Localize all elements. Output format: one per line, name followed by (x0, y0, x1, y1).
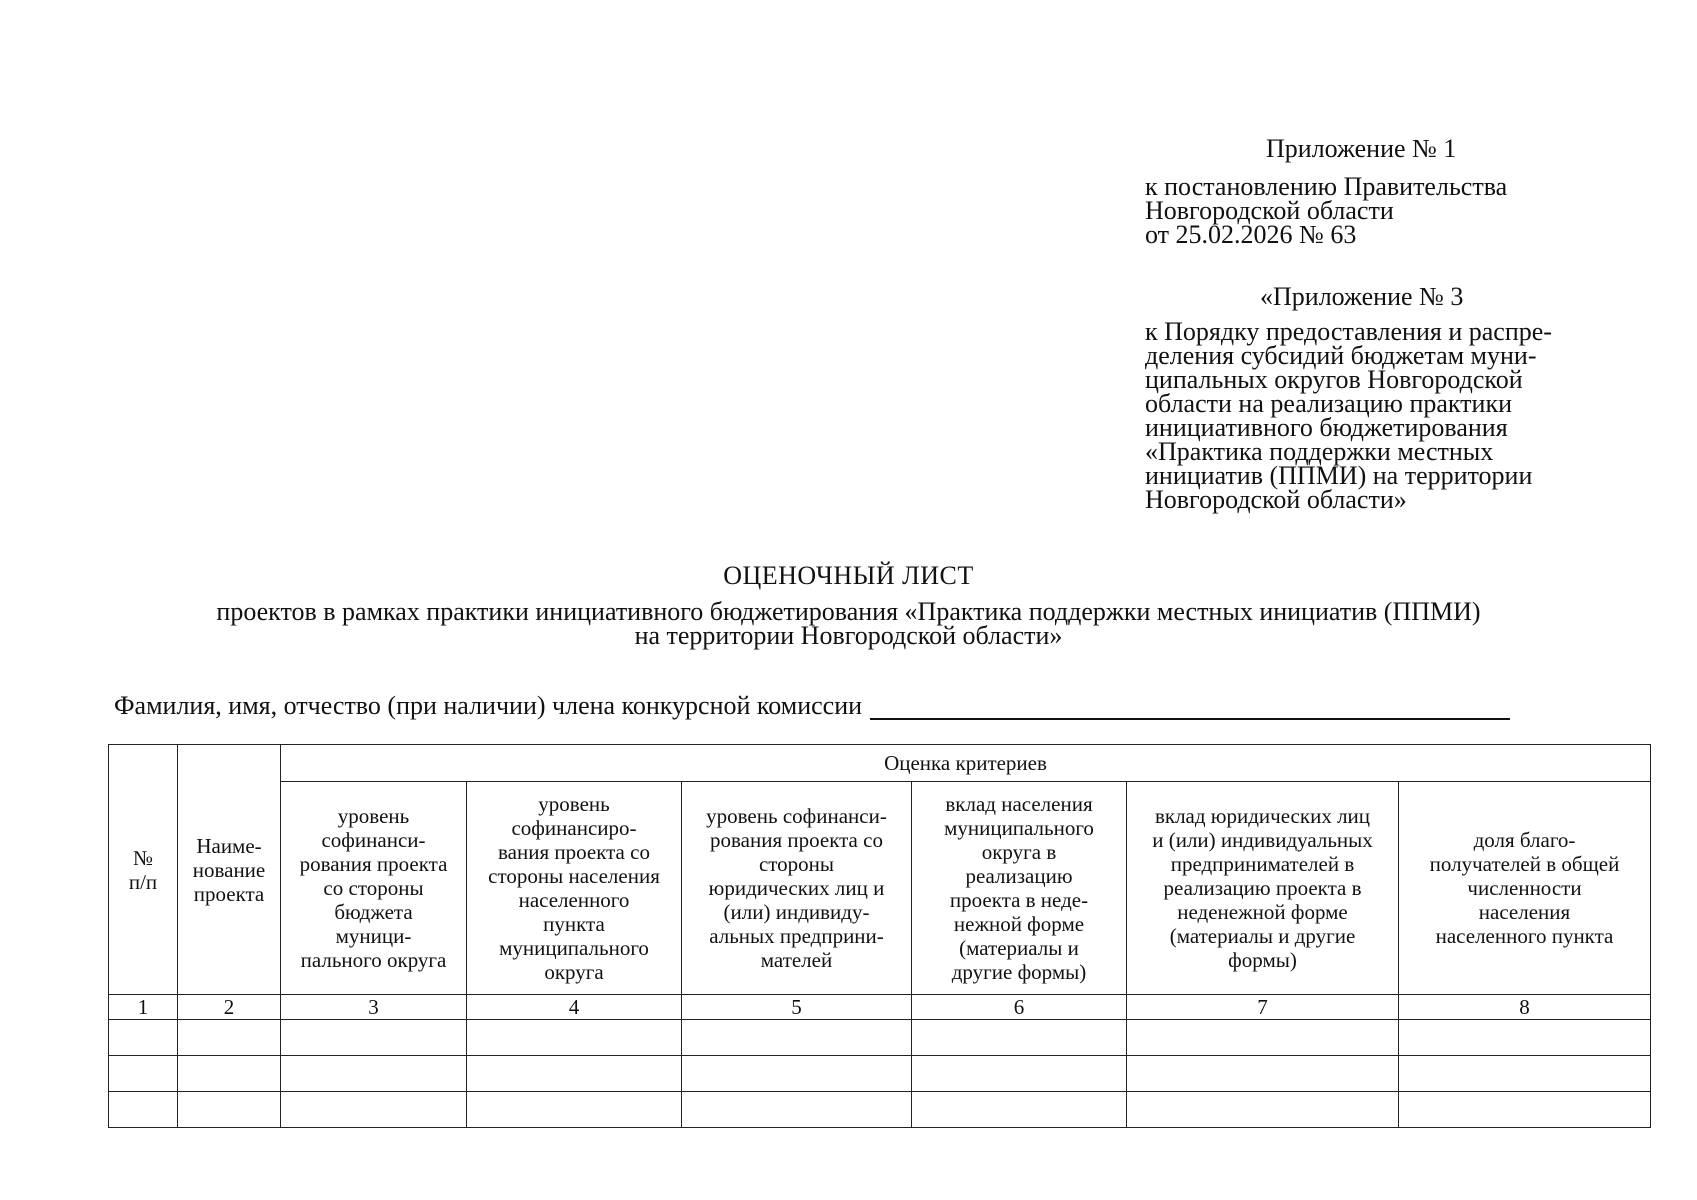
criterion-line: численности (1467, 876, 1582, 900)
criterion-line: населения (1478, 900, 1571, 924)
annex-3-title: «Приложение № 3 (1260, 282, 1464, 311)
document-subtitle-line: на территории Новгородской области» (634, 621, 1063, 650)
document-subtitle-line: проектов в рамках практики инициативного бюджетирования «Практика поддержки местных инициатив (ППМИ) (216, 597, 1481, 626)
table-cell[interactable] (1399, 1020, 1651, 1056)
criterion-line: вания проекта со (498, 840, 650, 864)
annex-3-line: Новгородской области» (1145, 485, 1407, 514)
table-cell[interactable] (467, 1092, 682, 1128)
table-cell[interactable] (912, 1020, 1127, 1056)
table-cell[interactable] (467, 1020, 682, 1056)
document-title: ОЦЕНОЧНЫЙ ЛИСТ (723, 561, 974, 590)
criterion-line: доля благо- (1473, 828, 1576, 852)
table-cell[interactable] (178, 1056, 281, 1092)
criterion-line: получателей в общей (1429, 852, 1620, 876)
column-number: 4 (467, 995, 682, 1020)
criterion-line: рования проекта (299, 852, 448, 876)
table-cell[interactable] (109, 1056, 178, 1092)
table-cell[interactable] (281, 1056, 467, 1092)
table-cell[interactable] (1127, 1092, 1399, 1128)
table-cell[interactable] (912, 1056, 1127, 1092)
header-number-line: п/п (128, 869, 158, 894)
criterion-line: другие формы) (951, 960, 1087, 984)
criterion-line: уровень софинанси- (706, 804, 887, 828)
criterion-line: нежной форме (953, 912, 1085, 936)
commission-member-field (114, 692, 1510, 720)
header-criterion-7 (1127, 782, 1399, 995)
annex-3-line: «Практика поддержки местных (1145, 437, 1494, 466)
annex-3-line: деления субсидий бюджетам муни- (1145, 341, 1537, 370)
criterion-line: софинанси- (321, 828, 426, 852)
criterion-line: вклад юридических лиц (1154, 804, 1371, 828)
criterion-line: предпринимателей в (1170, 852, 1355, 876)
evaluation-table (108, 744, 1651, 1128)
header-criteria-group: Оценка критериев (281, 745, 1651, 782)
header-criterion-8 (1399, 782, 1651, 995)
column-number: 3 (281, 995, 467, 1020)
criterion-line: юридических лиц и (708, 876, 885, 900)
criterion-line: софинансиро- (511, 816, 637, 840)
criterion-line: уровень (538, 792, 610, 816)
column-number: 7 (1127, 995, 1399, 1020)
criterion-line: реализацию проекта в (1163, 876, 1362, 900)
annex-1-line: к постановлению Правительства (1145, 172, 1508, 201)
table-cell[interactable] (682, 1020, 912, 1056)
header-project-name-line: проекта (193, 881, 265, 906)
annex-3-line: инициатив (ППМИ) на территории (1145, 461, 1533, 490)
table-cell[interactable] (1399, 1056, 1651, 1092)
criterion-line: (или) индивиду- (723, 900, 870, 924)
annex-1-text (1145, 172, 1665, 249)
column-number: 8 (1399, 995, 1651, 1020)
header-project-name-line: нование (192, 857, 266, 882)
criterion-line: пального округа (300, 948, 447, 972)
table-cell[interactable] (682, 1092, 912, 1128)
criterion-line: муници- (335, 924, 412, 948)
criterion-line: и (или) индивидуальных (1152, 828, 1373, 852)
table-cell[interactable] (281, 1020, 467, 1056)
table-row (109, 1056, 1651, 1092)
criterion-line: муниципального (499, 936, 649, 960)
table-cell[interactable] (109, 1020, 178, 1056)
annex-3-text (1145, 317, 1665, 514)
criterion-line: неденежной форме (1177, 900, 1348, 924)
column-number: 6 (912, 995, 1127, 1020)
criterion-line: со стороны (323, 876, 424, 900)
table-row (109, 1020, 1651, 1056)
criterion-line: населенного пункта (1435, 924, 1614, 948)
table-header-row (109, 745, 1651, 782)
header-criterion-6 (912, 782, 1127, 995)
document-subtitle (0, 597, 1697, 650)
table-row (109, 1092, 1651, 1128)
annex-3-line: области на реализацию практики (1145, 389, 1513, 418)
header-project-name-line: Наиме- (196, 833, 262, 858)
criterion-line: (материалы и другие (1169, 924, 1356, 948)
annex-3-line: ципальных округов Новгородской (1145, 365, 1523, 394)
criterion-line: формы) (1228, 948, 1297, 972)
criterion-line: населенного (518, 888, 630, 912)
table-cell[interactable] (178, 1020, 281, 1056)
annex-3-line: к Порядку предоставления и распре- (1145, 317, 1552, 346)
table-cell[interactable] (682, 1056, 912, 1092)
table-cell[interactable] (912, 1092, 1127, 1128)
criterion-line: пункта (543, 912, 605, 936)
table-cell[interactable] (1127, 1020, 1399, 1056)
header-number (109, 745, 178, 995)
header-criterion-4 (467, 782, 682, 995)
table-cell[interactable] (109, 1092, 178, 1128)
annex-3-line: инициативного бюджетирования (1145, 413, 1508, 442)
criterion-line: округа (544, 960, 604, 984)
criterion-line: (материалы и (959, 936, 1079, 960)
commission-member-blank[interactable] (870, 692, 1510, 720)
criterion-line: округа в (981, 840, 1057, 864)
criterion-line: реализацию (965, 864, 1073, 888)
criterion-line: альных предприни- (709, 924, 884, 948)
commission-member-label: Фамилия, имя, отчество (при наличии) члена конкурсной комиссии (114, 691, 863, 720)
header-number-line: № (132, 845, 154, 870)
table-cell[interactable] (178, 1092, 281, 1128)
criterion-line: муниципального (944, 816, 1094, 840)
header-project-name (178, 745, 281, 995)
criterion-line: проекта в неде- (949, 888, 1089, 912)
column-number: 2 (178, 995, 281, 1020)
criterion-line: мателей (760, 948, 833, 972)
criterion-line: бюджета (334, 900, 413, 924)
criterion-line: вклад населения (945, 792, 1093, 816)
table-cell[interactable] (1399, 1092, 1651, 1128)
annex-1-line: Новгородской области (1145, 196, 1394, 225)
table-cell[interactable] (1127, 1056, 1399, 1092)
column-number: 5 (682, 995, 912, 1020)
annex-1-line: от 25.02.2026 № 63 (1145, 220, 1357, 249)
table-cell[interactable] (281, 1092, 467, 1128)
annex-1-title: Приложение № 1 (1266, 134, 1457, 163)
column-number: 1 (109, 995, 178, 1020)
table-cell[interactable] (467, 1056, 682, 1092)
table-criteria-row (109, 782, 1651, 995)
criterion-line: уровень (337, 804, 410, 828)
header-criterion-3 (281, 782, 467, 995)
header-criterion-5 (682, 782, 912, 995)
criterion-line: стороны (758, 852, 835, 876)
criterion-line: стороны населения (488, 864, 660, 888)
column-number-row (109, 995, 1651, 1020)
criterion-line: рования проекта со (710, 828, 883, 852)
